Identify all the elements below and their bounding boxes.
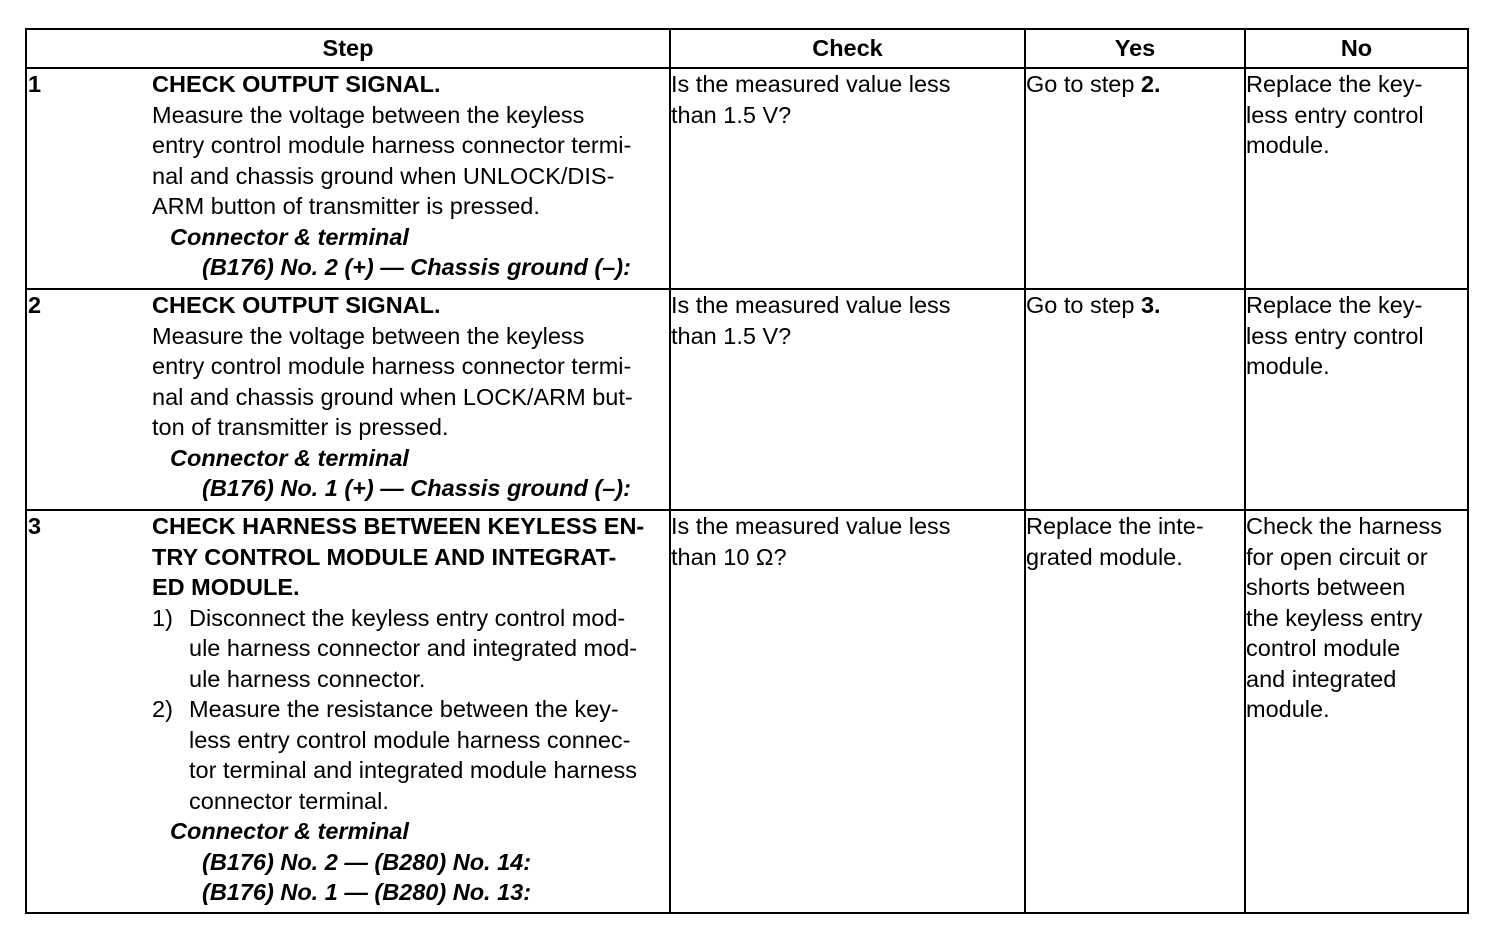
step-text-line: entry control module harness connector termi- [152, 132, 632, 158]
no-text-line: Check the harness [1246, 513, 1442, 539]
step-text-line: ARM button of transmitter is pressed. [152, 193, 540, 219]
yes-step-ref: 2. [1140, 71, 1161, 97]
no-text-line: Replace the key- [1246, 71, 1423, 97]
check-text-line: than 1.5 V? [671, 101, 792, 128]
no-cell [1245, 510, 1468, 913]
step-text-line: nal and chassis ground when UNLOCK/DIS- [152, 162, 615, 189]
table-row [26, 510, 1468, 913]
diagnostic-table [25, 28, 1469, 914]
check-text-line: than 10 Ω? [671, 543, 787, 570]
connector-label: Connector & terminal [170, 818, 409, 844]
step-body [152, 69, 669, 283]
check-cell [670, 68, 1025, 289]
no-text-line: for open circuit or [1246, 543, 1428, 570]
no-text-line: module. [1246, 132, 1330, 158]
header-yes: Yes [1025, 29, 1245, 68]
check-text-line: Is the measured value less [671, 513, 951, 539]
step-text-line: Measure the voltage between the keyless [152, 101, 585, 128]
step-title-line: CHECK HARNESS BETWEEN KEYLESS EN- [152, 513, 645, 539]
check-text-line: Is the measured value less [671, 71, 951, 97]
step-title: CHECK OUTPUT SIGNAL. [152, 71, 441, 97]
no-text-line: shorts between [1246, 574, 1406, 600]
procedure-item-line: Disconnect the keyless entry control mod- [189, 604, 626, 631]
table-row [26, 289, 1468, 510]
yes-step-ref: 3. [1140, 292, 1161, 318]
step-title: CHECK OUTPUT SIGNAL. [152, 292, 441, 318]
no-text-line: module. [1246, 353, 1330, 379]
check-text-line: than 1.5 V? [671, 322, 792, 349]
no-cell [1245, 68, 1468, 289]
step-cell [26, 68, 670, 289]
header-check: Check [670, 29, 1025, 68]
procedure-item-line: ule harness connector and integrated mod- [189, 635, 638, 661]
yes-text [1026, 290, 1244, 321]
step-title-line: ED MODULE. [152, 574, 300, 600]
yes-text [1026, 69, 1244, 100]
step-text-line: ton of transmitter is pressed. [152, 414, 449, 440]
yes-text-line: Replace the inte- [1026, 513, 1204, 539]
header-step: Step [26, 29, 670, 68]
step-body [152, 511, 669, 908]
check-cell [670, 510, 1025, 913]
connector-spec: (B176) No. 1 — (B280) No. 13: [202, 879, 532, 905]
connector-label: Connector & terminal [170, 223, 409, 250]
procedure-item-line: tor terminal and integrated module harness [189, 757, 638, 783]
procedure-item-line: ule harness connector. [189, 665, 426, 692]
yes-cell [1025, 289, 1245, 510]
step-number: 3 [28, 513, 42, 539]
procedure-item-number: 1) [152, 604, 173, 631]
procedure-item [152, 603, 669, 695]
step-number: 1 [28, 71, 42, 97]
procedure-item [152, 694, 669, 816]
no-text-line: less entry control [1246, 322, 1424, 349]
procedure-item-number: 2) [152, 696, 173, 722]
connector-spec: (B176) No. 1 (+) — Chassis ground (–): [202, 475, 631, 501]
step-text-line: entry control module harness connector termi- [152, 353, 632, 379]
procedure-item-line: Measure the resistance between the key- [189, 696, 619, 722]
connector-spec: (B176) No. 2 — (B280) No. 14: [202, 848, 532, 875]
connector-spec: (B176) No. 2 (+) — Chassis ground (–): [202, 254, 631, 280]
no-text-line: the keyless entry [1246, 604, 1423, 631]
connector-label: Connector & terminal [170, 444, 409, 471]
step-text-line: Measure the voltage between the keyless [152, 322, 585, 349]
check-cell [670, 289, 1025, 510]
step-number: 2 [28, 292, 42, 318]
step-cell [26, 289, 670, 510]
no-text-line: control module [1246, 635, 1401, 661]
header-row [26, 29, 1468, 68]
check-text-line: Is the measured value less [671, 292, 951, 318]
step-title-line: TRY CONTROL MODULE AND INTEGRAT- [152, 543, 617, 570]
step-body [152, 290, 669, 504]
procedure-item-line: less entry control module harness connec- [189, 726, 631, 753]
step-text-line: nal and chassis ground when LOCK/ARM but- [152, 383, 633, 410]
no-text-line: less entry control [1246, 101, 1424, 128]
no-cell [1245, 289, 1468, 510]
yes-prefix: Go to step [1026, 292, 1141, 318]
no-text-line: and integrated [1246, 665, 1397, 692]
yes-prefix: Go to step [1026, 71, 1141, 97]
yes-text-line: grated module. [1026, 543, 1183, 570]
step-cell [26, 510, 670, 913]
no-text-line: module. [1246, 696, 1330, 722]
procedure-item-line: connector terminal. [189, 787, 389, 814]
no-text-line: Replace the key- [1246, 292, 1423, 318]
table-row [26, 68, 1468, 289]
yes-cell [1025, 510, 1245, 913]
header-no: No [1245, 29, 1468, 68]
yes-cell [1025, 68, 1245, 289]
